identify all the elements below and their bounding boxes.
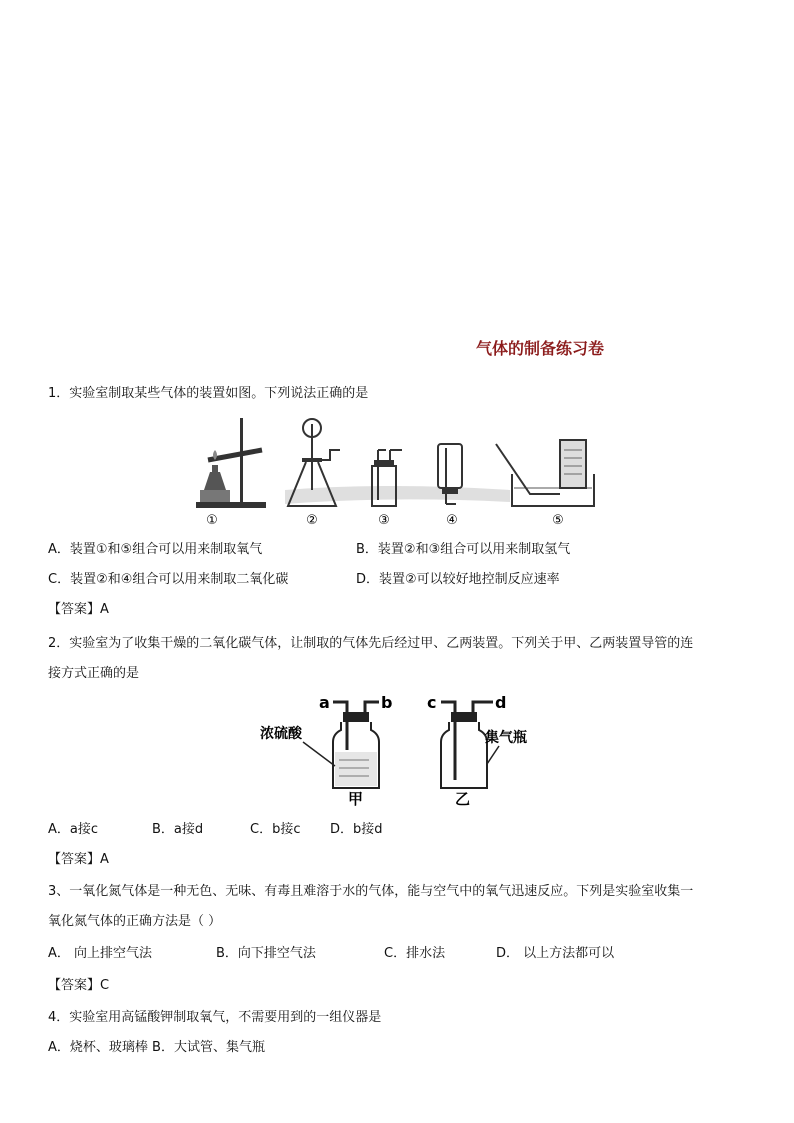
q3-option-b: B．向下排空气法 — [216, 946, 316, 961]
apparatus-3-label: ③ — [378, 513, 390, 528]
q2-option-c: C．b接c — [250, 822, 301, 837]
q1-option-c: C．装置②和④组合可以用来制取二氧化碳 — [48, 572, 289, 587]
apparatus-4-label: ④ — [446, 513, 458, 528]
q2-option-a: A．a接c — [48, 822, 99, 837]
q2-option-b: B．a接d — [152, 822, 204, 837]
page-title: 气体的制备练习卷 — [475, 339, 604, 358]
q3-option-d: D． 以上方法都可以 — [496, 946, 615, 961]
bottle-yi-icon — [427, 693, 527, 808]
q4-options: A．烧杯、玻璃棒 B．大试管、集气瓶 — [48, 1040, 265, 1055]
bottle-label: 集气瓶 — [485, 730, 527, 746]
q1-stem: 1．实验室制取某些气体的装置如图。下列说法正确的是 — [48, 386, 369, 401]
apparatus-1-icon — [196, 418, 266, 508]
q2-option-d: D．b接d — [330, 822, 383, 837]
q1-apparatus-figure — [190, 410, 610, 530]
q2-answer: 【答案】A — [48, 852, 109, 867]
q3-option-a: A． 向上排空气法 — [48, 946, 153, 961]
apparatus-2-label: ② — [306, 513, 318, 528]
q2-apparatus-figure — [255, 690, 545, 808]
port-a-label: a — [319, 693, 330, 712]
q1-option-b: B．装置②和③组合可以用来制取氢气 — [356, 542, 571, 557]
q2-stem-line2: 接方式正确的是 — [48, 666, 140, 681]
q3-option-c: C．排水法 — [384, 946, 446, 961]
q3-answer: 【答案】C — [48, 978, 110, 993]
q1-answer: 【答案】A — [48, 602, 109, 617]
q2-stem-line1: 2．实验室为了收集干燥的二氧化碳气体，让制取的气体先后经过甲、乙两装置。下列关于甲、乙两装置导管的连 — [48, 636, 694, 651]
q1-option-a: A．装置①和⑤组合可以用来制取氧气 — [48, 542, 263, 557]
port-b-label: b — [381, 693, 393, 712]
apparatus-5-label: ⑤ — [552, 513, 564, 528]
apparatus-5-icon — [496, 440, 594, 506]
acid-label: 浓硫酸 — [260, 726, 302, 742]
q4-stem: 4．实验室用高锰酸钾制取氧气，不需要用到的一组仪器是 — [48, 1010, 382, 1025]
yi-label: 乙 — [455, 790, 471, 808]
apparatus-1-label: ① — [206, 513, 218, 528]
jia-label: 甲 — [348, 790, 364, 808]
q3-stem-line1: 3、一氧化氮气体是一种无色、无味、有毒且难溶于水的气体，能与空气中的氧气迅速反应。下列是实验室收集一 — [48, 884, 694, 899]
port-d-label: d — [495, 693, 507, 712]
q1-option-d: D．装置②可以较好地控制反应速率 — [356, 572, 560, 587]
q3-stem-line2: 氧化氮气体的正确方法是（ ） — [48, 914, 222, 929]
port-c-label: c — [427, 693, 437, 712]
bottle-jia-icon — [260, 693, 392, 808]
